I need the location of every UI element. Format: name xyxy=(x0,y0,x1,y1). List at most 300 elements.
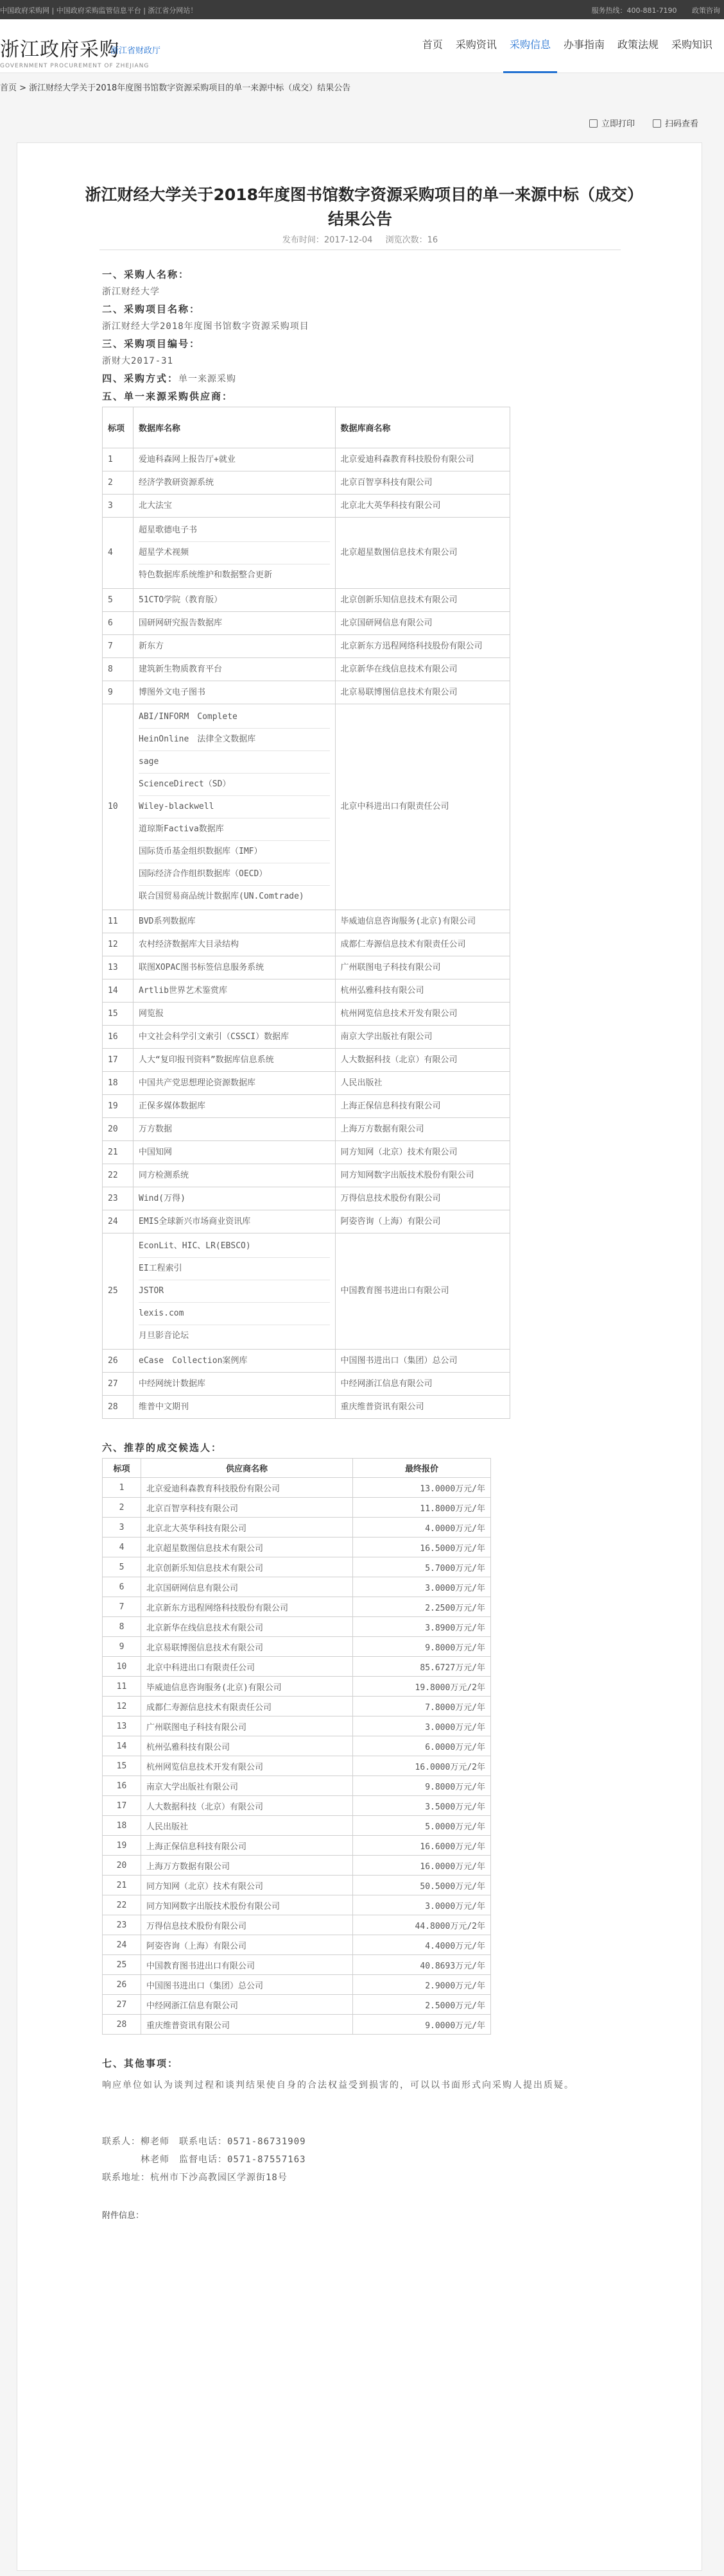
purchaser-value: 浙江财经大学 xyxy=(102,287,160,297)
lot-cell: 18 xyxy=(103,1816,141,1836)
vendor-cell: 北京爱迪科森教育科技股份有限公司 xyxy=(335,448,510,471)
database-cell xyxy=(134,1003,336,1026)
main-nav xyxy=(416,19,719,73)
lot-cell: 12 xyxy=(103,1697,141,1716)
table-row xyxy=(103,2015,491,2035)
supplier-cell: 北京易联博图信息技术有限公司 xyxy=(141,1637,353,1657)
table-row xyxy=(103,1856,491,1876)
database-cell xyxy=(134,635,336,658)
database-name: 人大“复印报刊资料”数据库信息系统 xyxy=(139,1055,274,1065)
table-row xyxy=(103,933,510,956)
col-lot: 标项 xyxy=(103,1459,141,1478)
supplier-cell: 南京大学出版社有限公司 xyxy=(141,1776,353,1796)
price-cell: 2.9000万元/年 xyxy=(353,1975,491,1995)
database-cell xyxy=(134,1373,336,1396)
database-cell xyxy=(134,910,336,933)
vendor-cell: 杭州弘雅科技有限公司 xyxy=(335,979,510,1003)
database-name: 建筑新生物质教育平台 xyxy=(139,664,223,674)
lot-cell: 15 xyxy=(103,1756,141,1776)
supplier-cell: 人民出版社 xyxy=(141,1816,353,1836)
lot-cell: 9 xyxy=(103,681,134,704)
price-cell: 3.0000万元/年 xyxy=(353,1577,491,1597)
project-name-value: 浙江财经大学2018年度图书馆数字资源采购项目 xyxy=(102,321,309,332)
supplier-cell: 同方知网（北京）技术有限公司 xyxy=(141,1876,353,1895)
scan-button[interactable]: 扫码查看 xyxy=(653,117,698,129)
lot-cell: 18 xyxy=(103,1072,134,1095)
table-row xyxy=(103,1935,491,1955)
table-row xyxy=(103,1003,510,1026)
table-row xyxy=(103,1796,491,1816)
supplier-cell: 北京百智享科技有限公司 xyxy=(141,1498,353,1518)
lot-cell: 1 xyxy=(103,1478,141,1498)
table-row xyxy=(103,1975,491,1995)
vendor-cell: 北京超星数图信息技术有限公司 xyxy=(335,518,510,589)
lot-cell: 13 xyxy=(103,1716,141,1736)
lot-cell: 25 xyxy=(103,1233,134,1350)
vendor-cell: 成都仁寿源信息技术有限责任公司 xyxy=(335,933,510,956)
col-supplier: 供应商名称 xyxy=(141,1459,353,1478)
price-cell: 7.8000万元/年 xyxy=(353,1697,491,1716)
price-cell: 2.5000万元/年 xyxy=(353,1995,491,2015)
table-row xyxy=(103,658,510,681)
database-cell xyxy=(134,681,336,704)
database-cell xyxy=(134,704,336,910)
col-price: 最终报价 xyxy=(353,1459,491,1478)
database-cell xyxy=(134,1072,336,1095)
table-row xyxy=(103,910,510,933)
nav-news[interactable]: 采购资讯 xyxy=(455,38,497,51)
table-row xyxy=(103,1118,510,1141)
database-name: 网览报 xyxy=(139,1008,164,1019)
lot-cell: 6 xyxy=(103,1577,141,1597)
article-card xyxy=(17,142,702,2571)
table-row xyxy=(103,1995,491,2015)
table-row xyxy=(103,1677,491,1697)
supplier-cell: 北京超星数图信息技术有限公司 xyxy=(141,1538,353,1557)
project-number-value: 浙财大2017-31 xyxy=(102,356,174,366)
table-row xyxy=(103,1350,510,1373)
price-cell: 5.7000万元/年 xyxy=(353,1557,491,1577)
database-name: 中国知网 xyxy=(139,1147,173,1157)
table-row xyxy=(103,1026,510,1049)
database-name: 超星学术视频 xyxy=(139,541,330,564)
lot-cell: 27 xyxy=(103,1373,134,1396)
lot-cell: 1 xyxy=(103,448,134,471)
database-cell xyxy=(134,1396,336,1419)
supplier-cell: 北京国研网信息有限公司 xyxy=(141,1577,353,1597)
price-cell: 3.0000万元/年 xyxy=(353,1716,491,1736)
database-name: EconLit、HIC、LR(EBSCO) xyxy=(139,1241,251,1251)
article-tools xyxy=(589,117,698,129)
lot-cell: 21 xyxy=(103,1141,134,1164)
vendor-cell: 杭州网览信息技术开发有限公司 xyxy=(335,1003,510,1026)
table-row xyxy=(103,1955,491,1975)
database-cell xyxy=(134,1187,336,1210)
table-row xyxy=(103,704,510,910)
lot-cell: 16 xyxy=(103,1776,141,1796)
lot-cell: 14 xyxy=(103,979,134,1003)
price-cell: 13.0000万元/年 xyxy=(353,1478,491,1498)
database-name: 51CTO学院（教育版） xyxy=(139,595,223,605)
lot-cell: 20 xyxy=(103,1118,134,1141)
database-name: 万方数据 xyxy=(139,1124,173,1134)
price-cell: 3.5000万元/年 xyxy=(353,1796,491,1816)
database-cell xyxy=(134,1233,336,1350)
table-row xyxy=(103,1141,510,1164)
vendor-cell: 人大数据科技（北京）有限公司 xyxy=(335,1049,510,1072)
table-row xyxy=(103,635,510,658)
nav-policy[interactable]: 政策法规 xyxy=(617,38,659,51)
database-name: HeinOnline 法律全文数据库 xyxy=(139,728,330,750)
table-row xyxy=(103,956,510,979)
supplier-cell: 成都仁寿源信息技术有限责任公司 xyxy=(141,1697,353,1716)
vendor-cell: 北京北大英华科技有限公司 xyxy=(335,495,510,518)
database-name: BVD系列数据库 xyxy=(139,916,196,926)
database-name: Artlib世界艺术鉴赏库 xyxy=(139,985,227,996)
supplier-cell: 重庆维普资讯有限公司 xyxy=(141,2015,353,2035)
lot-cell: 27 xyxy=(103,1995,141,2015)
database-name: 中国共产党思想理论资源数据库 xyxy=(139,1078,256,1088)
lot-cell: 20 xyxy=(103,1856,141,1876)
vendor-cell: 中经网浙江信息有限公司 xyxy=(335,1373,510,1396)
database-name: 联图XOPAC图书标签信息服务系统 xyxy=(139,962,264,972)
vendor-cell: 北京中科进出口有限责任公司 xyxy=(335,704,510,910)
supplier-cell: 同方知网数字出版技术股份有限公司 xyxy=(141,1895,353,1915)
database-name: 正保多媒体数据库 xyxy=(139,1101,206,1111)
logo-english: GOVERNMENT PROCUREMENT OF ZHEJIANG xyxy=(0,63,150,69)
table-row xyxy=(103,1478,491,1498)
supplier-cell: 人大数据科技（北京）有限公司 xyxy=(141,1796,353,1816)
vendor-cell: 万得信息技术股份有限公司 xyxy=(335,1187,510,1210)
section-project-number: 三、采购项目编号： xyxy=(102,338,201,350)
database-name: ABI/INFORM Complete xyxy=(139,712,237,722)
supplier-cell: 阿姿咨询（上海）有限公司 xyxy=(141,1935,353,1955)
section-candidates: 六、推荐的成交候选人： xyxy=(102,1442,223,1453)
lot-cell: 28 xyxy=(103,1396,134,1419)
price-cell: 6.0000万元/年 xyxy=(353,1736,491,1756)
database-cell xyxy=(134,933,336,956)
vendor-cell: 人民出版社 xyxy=(335,1072,510,1095)
other-text: 响应单位如认为谈判过程和谈判结果使自身的合法权益受到损害的，可以以书面形式向采购人提出质疑。 xyxy=(102,2080,574,2090)
supplier-cell: 北京北大英华科技有限公司 xyxy=(141,1518,353,1538)
database-cell xyxy=(134,612,336,635)
table-row xyxy=(103,1657,491,1677)
lot-cell: 17 xyxy=(103,1796,141,1816)
database-cell xyxy=(134,1095,336,1118)
section-suppliers: 五、单一来源采购供应商： xyxy=(102,391,234,402)
database-name: 博图外文电子图书 xyxy=(139,687,206,697)
database-cell xyxy=(134,1141,336,1164)
database-name: 经济学教研资源系统 xyxy=(139,477,214,487)
price-cell: 4.4000万元/年 xyxy=(353,1935,491,1955)
lot-cell: 28 xyxy=(103,2015,141,2035)
database-cell xyxy=(134,448,336,471)
lot-cell: 12 xyxy=(103,933,134,956)
supplier-cell: 中国教育图书进出口有限公司 xyxy=(141,1955,353,1975)
lot-cell: 5 xyxy=(103,1557,141,1577)
supplier-cell: 杭州弘雅科技有限公司 xyxy=(141,1736,353,1756)
database-name: 国研网研究报告数据库 xyxy=(139,618,223,628)
nav-guide[interactable]: 办事指南 xyxy=(563,38,605,51)
supplier-cell: 中国图书进出口（集团）总公司 xyxy=(141,1975,353,1995)
database-name: 新东方 xyxy=(139,641,164,651)
table-row xyxy=(103,979,510,1003)
database-name: 中经网统计数据库 xyxy=(139,1378,206,1389)
database-name: 联合国贸易商品统计数据库(UN.Comtrade) xyxy=(139,885,330,908)
supplier-cell: 北京新东方迅程网络科技股份有限公司 xyxy=(141,1597,353,1617)
vendor-cell: 北京国研网信息有限公司 xyxy=(335,612,510,635)
qrcode-icon xyxy=(653,119,661,128)
vendor-cell: 北京新华在线信息技术有限公司 xyxy=(335,658,510,681)
lot-cell: 16 xyxy=(103,1026,134,1049)
lot-cell: 23 xyxy=(103,1187,134,1210)
supplier-table xyxy=(102,407,510,1419)
vendor-cell: 南京大学出版社有限公司 xyxy=(335,1026,510,1049)
supplier-cell: 北京爱迪科森教育科技股份有限公司 xyxy=(141,1478,353,1498)
table-row xyxy=(103,1210,510,1233)
price-cell: 9.8000万元/年 xyxy=(353,1637,491,1657)
database-name: lexis.com xyxy=(139,1302,330,1325)
lot-cell: 10 xyxy=(103,1657,141,1677)
database-cell xyxy=(134,1164,336,1187)
table-row xyxy=(103,448,510,471)
lot-cell: 21 xyxy=(103,1876,141,1895)
database-name: 道琼斯Factiva数据库 xyxy=(139,818,330,840)
lot-cell: 4 xyxy=(103,518,134,589)
table-row xyxy=(103,1876,491,1895)
lot-cell: 14 xyxy=(103,1736,141,1756)
supplier-cell: 北京新华在线信息技术有限公司 xyxy=(141,1617,353,1637)
price-cell: 3.0000万元/年 xyxy=(353,1895,491,1915)
lot-cell: 6 xyxy=(103,612,134,635)
lot-cell: 2 xyxy=(103,471,134,495)
database-name: Wind(万得) xyxy=(139,1193,185,1203)
supplier-cell: 毕威迪信息咨询服务(北京)有限公司 xyxy=(141,1677,353,1697)
lot-cell: 10 xyxy=(103,704,134,910)
supplier-cell: 北京创新乐知信息技术有限公司 xyxy=(141,1557,353,1577)
lot-cell: 3 xyxy=(103,1518,141,1538)
lot-cell: 8 xyxy=(103,658,134,681)
database-name: sage xyxy=(139,750,330,773)
lot-cell: 23 xyxy=(103,1915,141,1935)
database-name: EI工程索引 xyxy=(139,1257,330,1280)
table-row xyxy=(103,1836,491,1856)
candidate-table xyxy=(102,1458,491,2035)
vendor-cell: 重庆维普资讯有限公司 xyxy=(335,1396,510,1419)
database-name: 国际货币基金组织数据库（IMF） xyxy=(139,840,330,863)
contact-line-2: 林老师 监督电话：0571-87557163 xyxy=(102,2155,306,2165)
lot-cell: 17 xyxy=(103,1049,134,1072)
table-row xyxy=(103,681,510,704)
database-name: 同方检测系统 xyxy=(139,1170,189,1180)
vendor-cell: 北京新东方迅程网络科技股份有限公司 xyxy=(335,635,510,658)
price-cell: 16.6000万元/年 xyxy=(353,1836,491,1856)
database-name: 国际经济合作组织数据库（OECD） xyxy=(139,863,330,885)
table-row xyxy=(103,1716,491,1736)
supplier-cell: 上海万方数据有限公司 xyxy=(141,1856,353,1876)
vendor-cell: 毕威迪信息咨询服务(北京)有限公司 xyxy=(335,910,510,933)
section-purchaser: 一、采购人名称： xyxy=(102,269,190,280)
database-cell xyxy=(134,979,336,1003)
table-row xyxy=(103,1577,491,1597)
lot-cell: 3 xyxy=(103,495,134,518)
table-row xyxy=(103,1756,491,1776)
site-logo[interactable] xyxy=(0,33,161,69)
lot-cell: 24 xyxy=(103,1935,141,1955)
lot-cell: 8 xyxy=(103,1617,141,1637)
database-cell xyxy=(134,1026,336,1049)
breadcrumb[interactable]: 首页 > 浙江财经大学关于2018年度图书馆数字资源采购项目的单一来源中标（成交）结果公告 xyxy=(0,83,351,93)
logo-title: 浙江政府采购 xyxy=(0,38,119,61)
vendor-cell: 同方知网数字出版技术股份有限公司 xyxy=(335,1164,510,1187)
method-value: 单一来源采购 xyxy=(178,374,237,384)
database-cell xyxy=(134,589,336,612)
price-cell: 9.8000万元/年 xyxy=(353,1776,491,1796)
nav-procurement-info[interactable]: 采购信息 xyxy=(503,19,557,73)
col-database: 数据库名称 xyxy=(134,407,336,448)
lot-cell: 22 xyxy=(103,1164,134,1187)
price-cell: 85.6727万元/年 xyxy=(353,1657,491,1677)
table-row xyxy=(103,1776,491,1796)
vendor-cell: 阿姿咨询（上海）有限公司 xyxy=(335,1210,510,1233)
lot-cell: 22 xyxy=(103,1895,141,1915)
col-lot: 标项 xyxy=(103,407,134,448)
database-cell xyxy=(134,1210,336,1233)
logo-subtitle: 浙江省财政厅 xyxy=(110,46,161,56)
database-cell xyxy=(134,495,336,518)
price-cell: 50.5000万元/年 xyxy=(353,1876,491,1895)
lot-cell: 19 xyxy=(103,1095,134,1118)
table-row xyxy=(103,1049,510,1072)
price-cell: 9.0000万元/年 xyxy=(353,2015,491,2035)
table-row xyxy=(103,612,510,635)
section-method: 四、采购方式：单一来源采购 xyxy=(102,373,237,384)
database-cell xyxy=(134,518,336,589)
supplier-cell: 万得信息技术股份有限公司 xyxy=(141,1915,353,1935)
database-name: JSTOR xyxy=(139,1280,330,1302)
table-row xyxy=(103,1697,491,1716)
database-name: 维普中文期刊 xyxy=(139,1402,189,1412)
lot-cell: 4 xyxy=(103,1538,141,1557)
table-row xyxy=(103,495,510,518)
hotline: 服务热线：400-881-7190 xyxy=(591,6,677,15)
contact-block xyxy=(102,2133,635,2187)
table-row xyxy=(103,518,510,589)
supplier-cell: 杭州网览信息技术开发有限公司 xyxy=(141,1756,353,1776)
nav-home[interactable]: 首页 xyxy=(422,38,443,51)
database-name: EMIS全球新兴市场商业资讯库 xyxy=(139,1216,251,1226)
lot-cell: 9 xyxy=(103,1637,141,1657)
supplier-cell: 中经网浙江信息有限公司 xyxy=(141,1995,353,2015)
section-project-name: 二、采购项目名称： xyxy=(102,303,201,315)
vendor-cell: 上海万方数据有限公司 xyxy=(335,1118,510,1141)
lot-cell: 19 xyxy=(103,1836,141,1856)
lot-cell: 11 xyxy=(103,1677,141,1697)
lot-cell: 11 xyxy=(103,910,134,933)
top-bar-links[interactable]: 中国政府采购网 | 中国政府采购监管信息平台 | 浙江省分网站！ xyxy=(0,6,198,15)
database-name: Wiley-blackwell xyxy=(139,795,330,818)
database-cell xyxy=(134,956,336,979)
table-row xyxy=(103,1518,491,1538)
supplier-cell: 广州联图电子科技有限公司 xyxy=(141,1716,353,1736)
lot-cell: 26 xyxy=(103,1350,134,1373)
lot-cell: 5 xyxy=(103,589,134,612)
database-name: eCase Collection案例库 xyxy=(139,1355,248,1366)
contact-line-1: 联系人：柳老师 联系电话：0571-86731909 xyxy=(102,2137,306,2147)
vendor-cell: 中国图书进出口（集团）总公司 xyxy=(335,1350,510,1373)
attachments-label: 附件信息： xyxy=(102,2211,144,2221)
lot-cell: 25 xyxy=(103,1955,141,1975)
database-name: 中文社会科学引文索引（CSSCI）数据库 xyxy=(139,1031,289,1042)
table-row xyxy=(103,1557,491,1577)
table-row xyxy=(103,1396,510,1419)
price-cell: 44.8000万元/2年 xyxy=(353,1915,491,1935)
table-row xyxy=(103,1895,491,1915)
price-cell: 5.0000万元/年 xyxy=(353,1816,491,1836)
col-vendor: 数据库商名称 xyxy=(335,407,510,448)
price-cell: 16.0000万元/2年 xyxy=(353,1756,491,1776)
lot-cell: 2 xyxy=(103,1498,141,1518)
database-name: 特色数据库系统维护和数据整合更新 xyxy=(139,564,330,586)
vendor-cell: 上海正保信息科技有限公司 xyxy=(335,1095,510,1118)
site-header xyxy=(0,19,724,73)
database-cell xyxy=(134,1118,336,1141)
article-body xyxy=(102,266,635,2221)
database-name: ScienceDirect（SD） xyxy=(139,773,330,795)
table-row xyxy=(103,1187,510,1210)
policy-link[interactable]: 政策咨询 xyxy=(692,6,720,15)
price-cell: 40.8693万元/年 xyxy=(353,1955,491,1975)
table-row xyxy=(103,1498,491,1518)
print-button[interactable]: 立即打印 xyxy=(589,117,635,129)
database-name: 月旦影音论坛 xyxy=(139,1325,330,1347)
table-row xyxy=(103,1637,491,1657)
price-cell: 4.0000万元/年 xyxy=(353,1518,491,1538)
table-row xyxy=(103,1538,491,1557)
database-name: 农村经济数据库大目录结构 xyxy=(139,939,239,949)
table-row xyxy=(103,471,510,495)
vendor-cell: 同方知网（北京）技术有限公司 xyxy=(335,1141,510,1164)
database-cell xyxy=(134,658,336,681)
lot-cell: 13 xyxy=(103,956,134,979)
price-cell: 19.8000万元/2年 xyxy=(353,1677,491,1697)
nav-knowledge[interactable]: 采购知识 xyxy=(671,38,712,51)
database-name: 爱迪科森网上报告厅+就业 xyxy=(139,454,236,464)
lot-cell: 7 xyxy=(103,635,134,658)
article-title: 浙江财经大学关于2018年度图书馆数字资源采购项目的单一来源中标（成交）结果公告 xyxy=(85,185,635,228)
table-row xyxy=(103,1597,491,1617)
vendor-cell: 北京易联博图信息技术有限公司 xyxy=(335,681,510,704)
table-row xyxy=(103,1233,510,1350)
publish-time: 发布时间：2017-12-04 xyxy=(282,235,373,245)
vendor-cell: 中国教育图书进出口有限公司 xyxy=(335,1233,510,1350)
price-cell: 2.2500万元/年 xyxy=(353,1597,491,1617)
table-row xyxy=(103,1373,510,1396)
price-cell: 16.0000万元/年 xyxy=(353,1856,491,1876)
section-other: 七、其他事项： xyxy=(102,2058,179,2069)
lot-cell: 15 xyxy=(103,1003,134,1026)
printer-icon xyxy=(589,119,598,128)
table-row xyxy=(103,589,510,612)
database-cell xyxy=(134,1049,336,1072)
vendor-cell: 北京创新乐知信息技术有限公司 xyxy=(335,589,510,612)
contact-address: 联系地址：杭州市下沙高教园区学源街18号 xyxy=(102,2173,288,2183)
table-row xyxy=(103,1164,510,1187)
view-count: 浏览次数：16 xyxy=(385,235,438,245)
table-row xyxy=(103,1072,510,1095)
lot-cell: 7 xyxy=(103,1597,141,1617)
database-cell xyxy=(134,471,336,495)
